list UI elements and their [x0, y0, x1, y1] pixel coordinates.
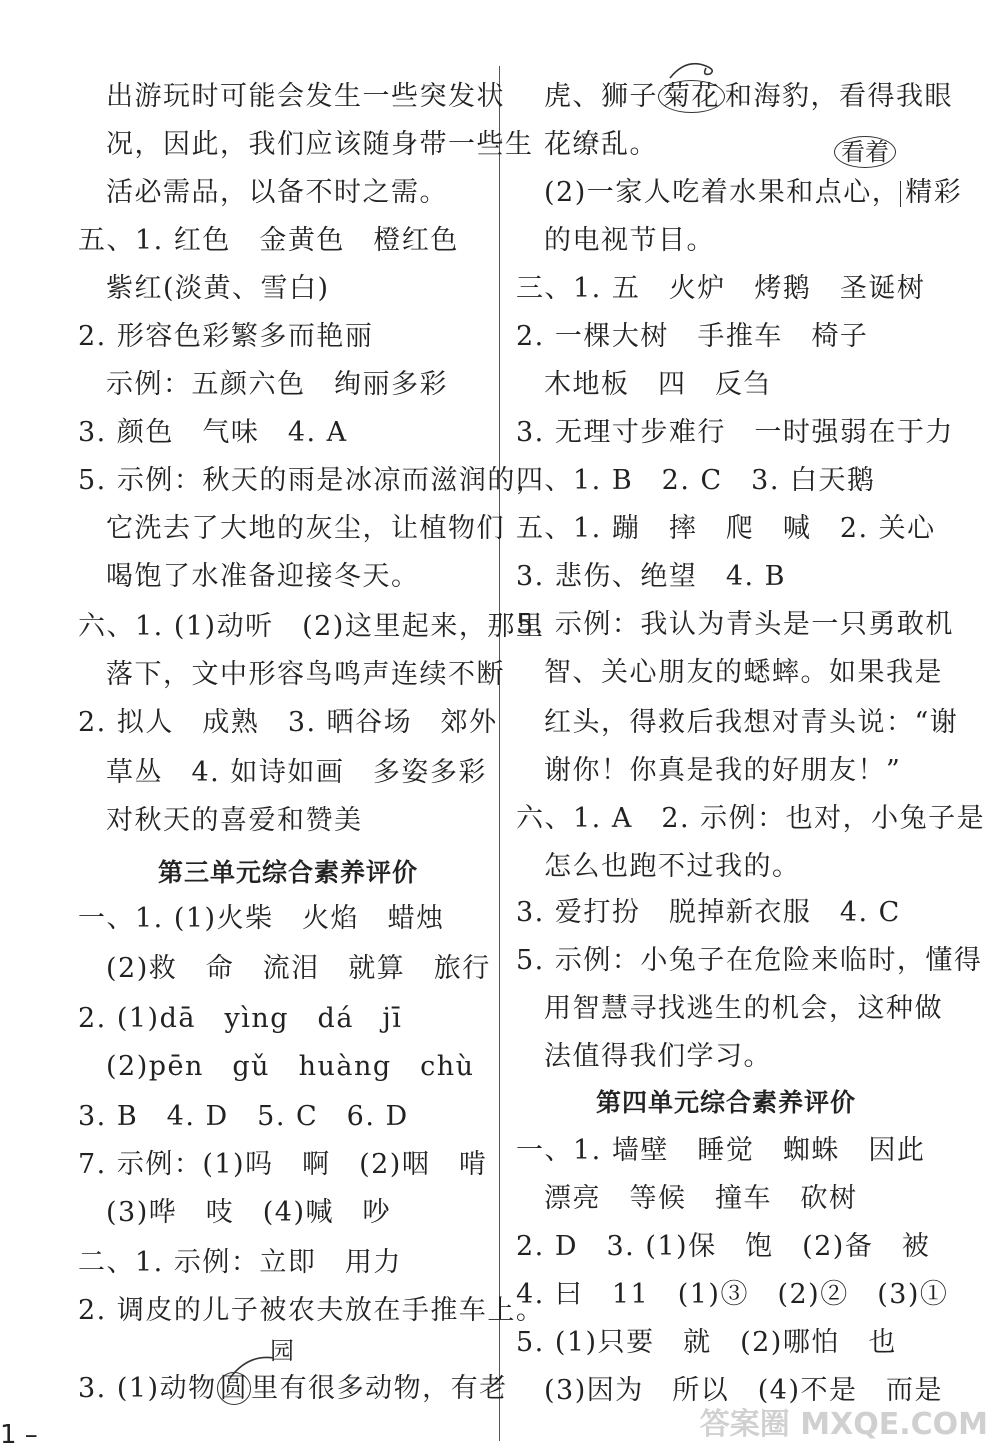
answer-line: 六、1. (1)动听 (2)这里起来，那里	[78, 611, 545, 642]
answer-text: 和海豹，看得我眼	[725, 81, 953, 112]
answer-line: 3. 颜色 气味 4. A	[78, 417, 348, 448]
answer-line: (2)pēn gǔ huàng chù	[106, 1051, 475, 1082]
section-heading: 第四单元综合素养评价	[595, 1088, 856, 1117]
answer-line: 四、1. B 2. C 3. 白天鹅	[516, 465, 876, 496]
answer-line: 红头，得救后我想对青头说：“谢	[544, 707, 959, 738]
answer-line: 出游玩时可能会发生一些突发状	[106, 81, 505, 112]
answer-line: 对秋天的喜爱和赞美	[106, 805, 363, 836]
answer-line	[544, 176, 962, 210]
answer-line: 示例：五颜六色 绚丽多彩	[106, 369, 448, 400]
answer-line: 2. D 3. (1)保 饱 (2)备 被	[516, 1231, 931, 1262]
answer-line: 三、1. 五 火炉 烤鹅 圣诞树	[516, 273, 926, 304]
answer-line: 5. 示例：我认为青头是一只勇敢机	[516, 609, 954, 640]
answer-line	[544, 80, 953, 114]
answer-line: (3)哗 吱 (4)喊 吵	[106, 1197, 391, 1228]
answer-text: (2)一家人吃着水果和点心，	[544, 177, 901, 208]
section-heading: 第三单元综合素养评价	[157, 858, 418, 887]
answer-line: 它洗去了大地的灰尘，让植物们	[106, 513, 505, 544]
answer-line: 用智慧寻找逃生的机会，这种做	[544, 993, 943, 1024]
answer-line	[78, 1372, 508, 1406]
answer-line: 3. 悲伤、绝望 4. B	[516, 561, 787, 592]
answer-line: 3. 爱打扮 脱掉新衣服 4. C	[516, 897, 901, 928]
answer-line: 二、1. 示例：立即 用力	[78, 1247, 402, 1278]
circled-word: 菊花	[658, 80, 725, 113]
column-divider	[499, 66, 500, 1441]
answer-line: 漂亮 等候 撞车 砍树	[544, 1183, 858, 1214]
answer-line: 紫红(淡黄、雪白)	[106, 273, 330, 304]
answer-line: 2. 拟人 成熟 3. 晒谷场 郊外	[78, 707, 498, 738]
answer-line: 4. 曰 11 (1)③ (2)② (3)①	[516, 1279, 949, 1310]
answer-line: 活必需品，以备不时之需。	[106, 177, 448, 208]
answer-line: 的电视节目。	[544, 225, 715, 256]
answer-line: 草丛 4. 如诗如画 多姿多彩	[106, 757, 487, 788]
page-number: 1 –	[0, 1420, 38, 1450]
answer-line: 智、关心朋友的蟋蟀。如果我是	[544, 657, 943, 688]
answer-line: 2. (1)dā yìng dá jī	[78, 1003, 403, 1034]
handwritten-correction: 看着	[834, 136, 896, 168]
answer-line: 5. 示例：小兔子在危险来临时，懂得	[516, 945, 983, 976]
correction-stroke-icon	[666, 56, 726, 82]
answer-line: 五、1. 蹦 摔 爬 喊 2. 关心	[516, 513, 936, 544]
answer-line: 谢你！你真是我的好朋友！”	[544, 755, 902, 786]
answer-text: 里有很多动物，有老	[251, 1373, 508, 1404]
handwritten-correction: 园	[270, 1337, 294, 1365]
answer-text: 精彩	[905, 177, 963, 208]
answer-line: 3. B 4. D 5. C 6. D	[78, 1101, 409, 1132]
answer-text: 3. (1)动物	[78, 1373, 217, 1404]
answer-line: 7. 示例：(1)吗 啊 (2)咽 啃	[78, 1149, 488, 1180]
answer-line: 落下，文中形容鸟鸣声连续不断	[106, 659, 505, 690]
answer-line: 况，因此，我们应该随身带一些生	[106, 129, 534, 160]
answer-line: 五、1. 红色 金黄色 橙红色	[78, 225, 459, 256]
answer-line: 2. 调皮的儿子被农夫放在手推车上。	[78, 1295, 545, 1326]
answer-line: 法值得我们学习。	[544, 1041, 772, 1072]
circled-word: 圆	[217, 1372, 252, 1405]
watermark: 答案圈 MXQE.COM	[699, 1407, 988, 1442]
answer-line: 2. 一棵大树 手推车 椅子	[516, 321, 869, 352]
answer-line: 木地板 四 反刍	[544, 369, 772, 400]
answer-line: 喝饱了水准备迎接冬天。	[106, 561, 420, 592]
answer-line: 5. 示例：秋天的雨是冰凉而滋润的，	[78, 465, 545, 496]
answer-line: 怎么也跑不过我的。	[544, 851, 801, 882]
answer-line: 一、1. 墙壁 睡觉 蜘蛛 因此	[516, 1135, 926, 1166]
answer-line: (3)因为 所以 (4)不是 而是	[544, 1375, 943, 1406]
answer-line: 六、1. A 2. 示例：也对，小兔子是	[516, 803, 986, 834]
answer-line: 5. (1)只要 就 (2)哪怕 也	[516, 1327, 897, 1358]
answer-text: 虎、狮子	[544, 81, 658, 112]
answer-line: 一、1. (1)火柴 火焰 蜡烛	[78, 903, 445, 934]
answer-line: (2)救 命 流泪 就算 旅行	[106, 953, 491, 984]
answer-line: 花缭乱。	[544, 129, 658, 160]
answer-line: 2. 形容色彩繁多而艳丽	[78, 321, 374, 352]
answer-line: 3. 无理寸步难行 一时强弱在于力	[516, 417, 954, 448]
